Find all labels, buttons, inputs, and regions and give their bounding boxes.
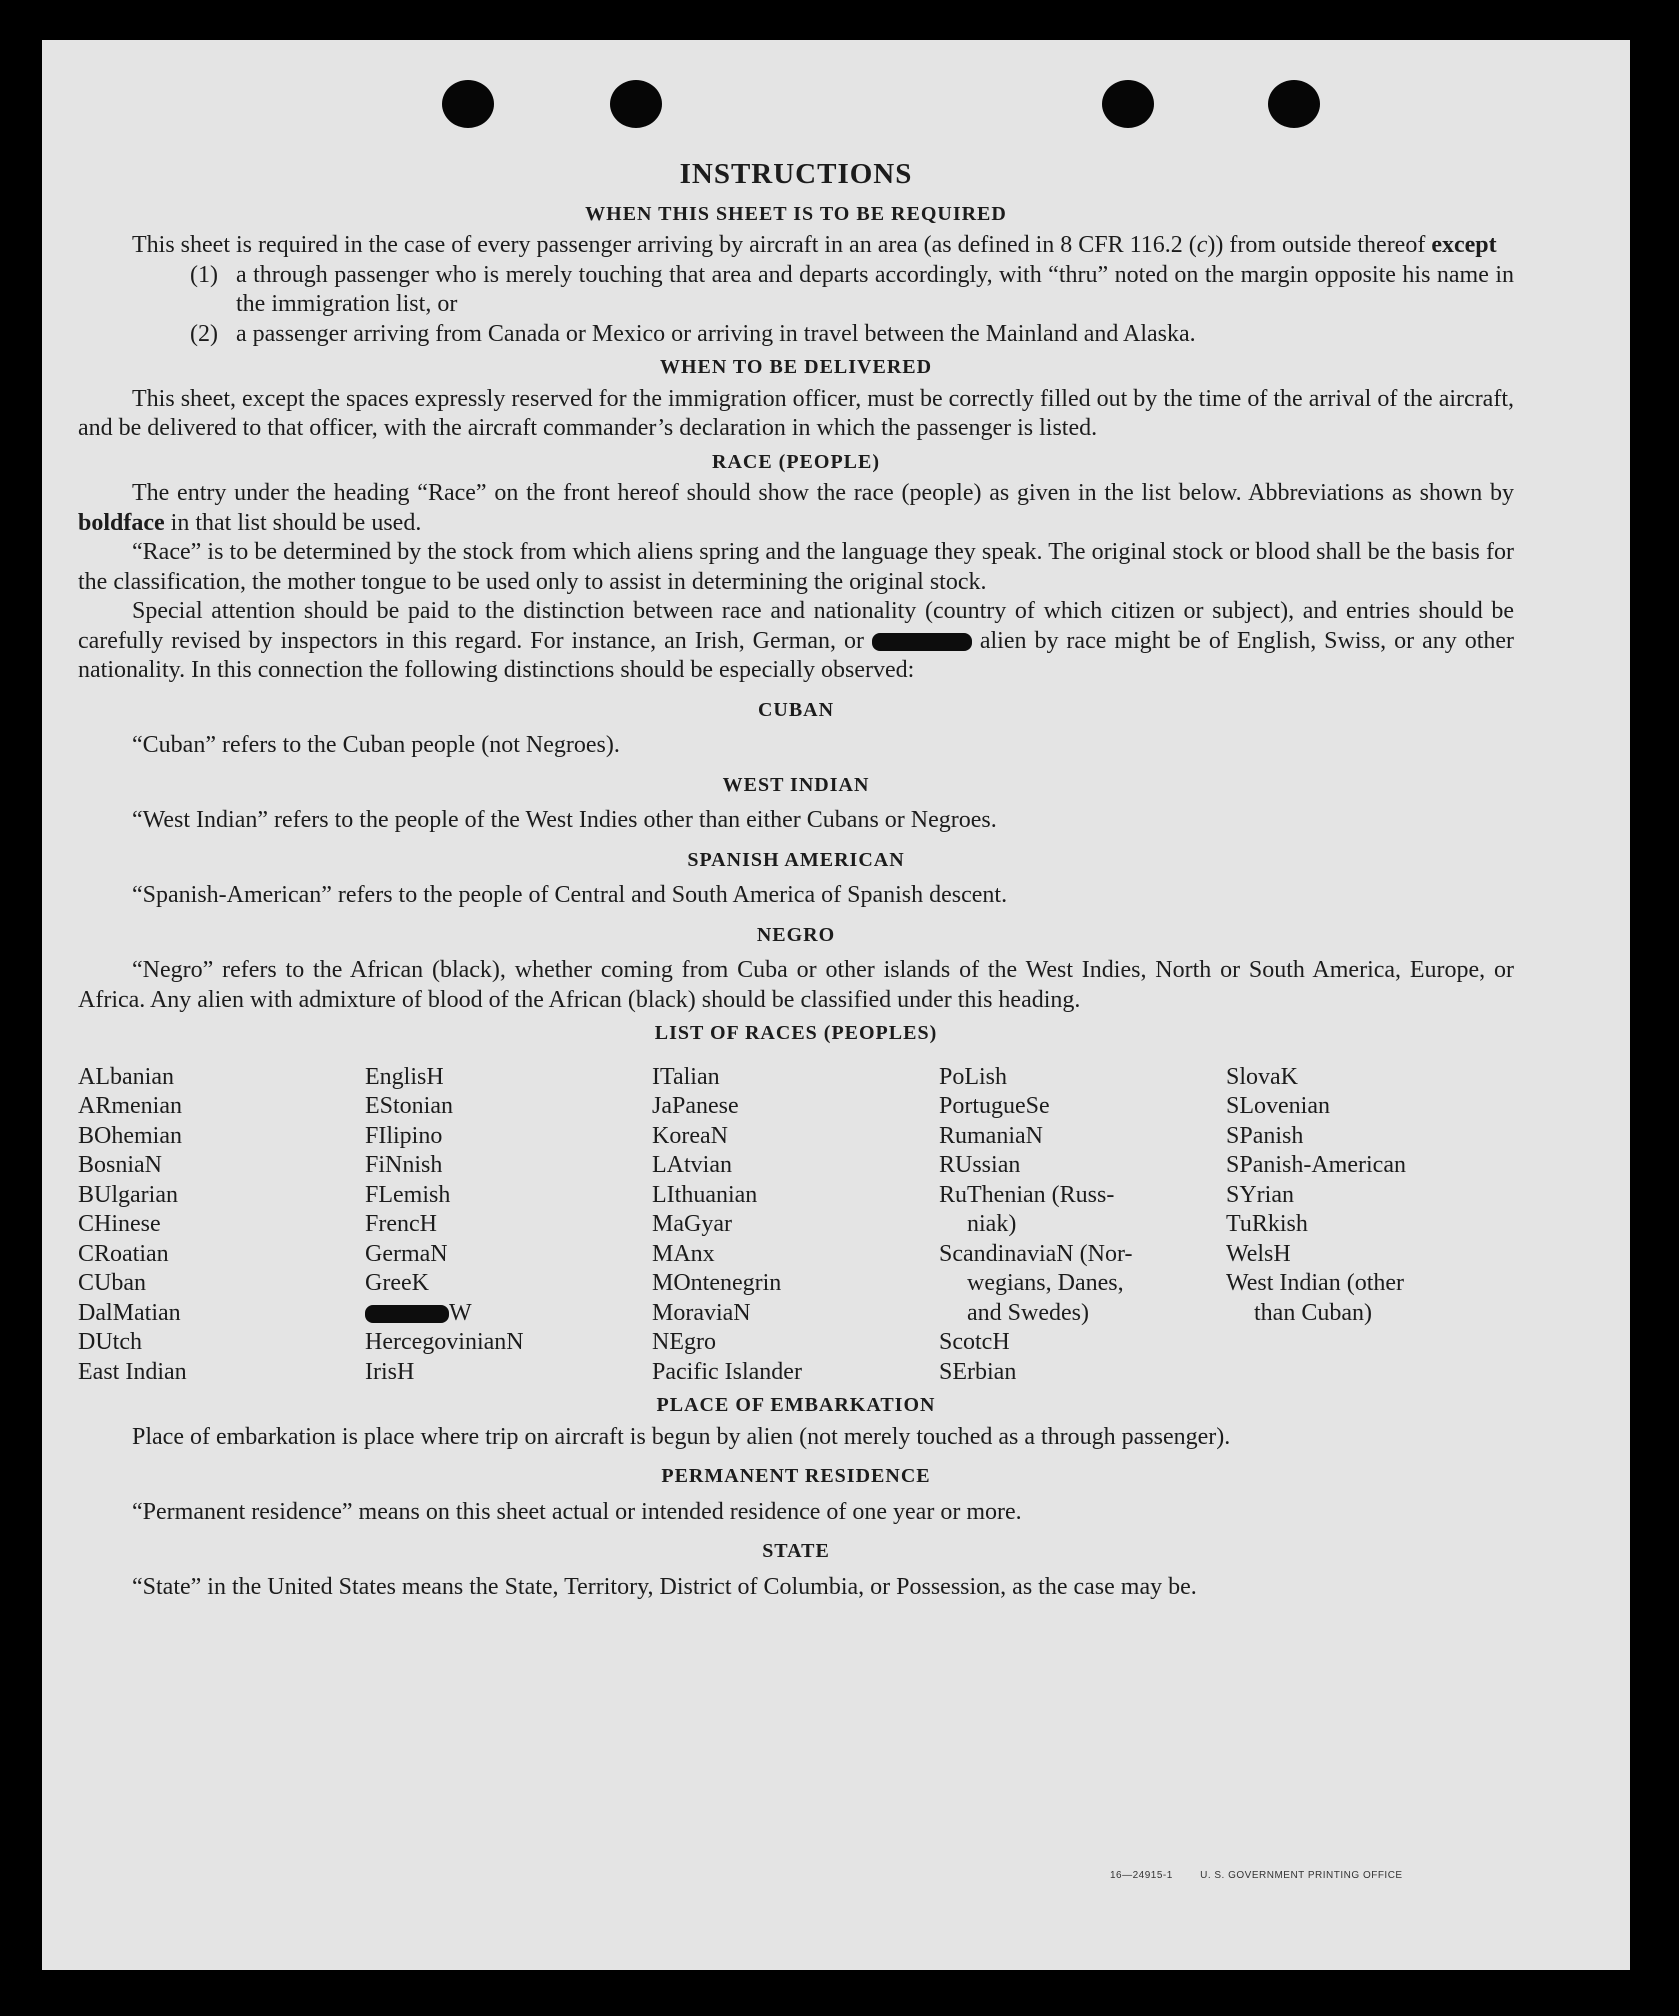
- embarkation-paragraph: Place of embarkation is place where trip on aircraft is begun by alien (not merely touched as a through passenger).: [132, 1423, 1231, 1450]
- race-item: BOhemian: [78, 1122, 182, 1149]
- when-delivered-paragraph: This sheet, except the spaces expressly reserved for the immigration officer, must be correctly filled out by the time of the arrival of the aircraft, and be delivered to that officer, with the aircraft commander’s declaration in which the passenger is listed.: [78, 385, 1514, 441]
- race-item: HercegovinianN: [365, 1329, 524, 1355]
- section-heading-when-required: WHEN THIS SHEET IS TO BE REQUIRED: [585, 202, 1007, 225]
- exception-item: (1) a through passenger who is merely touching that area and departs accordingly, with “thru” noted on the margin opposite his name in the immigration list, or: [190, 261, 1514, 317]
- instructions-body: [78, 160, 1514, 1602]
- section-heading-west-indian: WEST INDIAN: [722, 773, 870, 796]
- race-item-continuation: wegians, Danes,: [967, 1270, 1124, 1296]
- permanent-residence-paragraph: “Permanent residence” means on this sheet actual or intended residence of one year or more.: [132, 1498, 1022, 1525]
- race-item: NEgro: [652, 1329, 716, 1355]
- punch-hole: [1102, 80, 1154, 128]
- race-paragraph-3: Special attention should be paid to the distinction between race and nationality (country of which citizen or subject), and entries should be carefully revised by inspectors in this regard. For instance, an Irish, German, or alien by race might be of English, Swiss, or any other nationality. In this connection the following distinctions should be especially observed:: [78, 598, 1515, 683]
- redaction-mark: [365, 1305, 449, 1323]
- race-item-continuation: niak): [967, 1211, 1017, 1237]
- races-column-1: [78, 1063, 365, 1388]
- race-item: ALbanian: [78, 1063, 174, 1090]
- section-heading-embarkation: PLACE OF EMBARKATION: [656, 1394, 936, 1416]
- punch-hole: [1268, 80, 1320, 128]
- exception-item: (2) a passenger arriving from Canada or Mexico or arriving in travel between the Mainland and Alaska.: [190, 320, 1196, 347]
- race-item: SlovaK: [1226, 1063, 1298, 1090]
- race-item: EnglisH: [365, 1063, 444, 1090]
- negro-paragraph: “Negro” refers to the African (black), whether coming from Cuba or other islands of the West Indies, North or South America, Europe, or Africa. Any alien with admixture of blood of the African (black) should be classified under this heading.: [78, 957, 1514, 1013]
- section-heading-spanish-american: SPANISH AMERICAN: [687, 848, 905, 871]
- race-item: SYrian: [1226, 1181, 1294, 1208]
- cuban-paragraph: “Cuban” refers to the Cuban people (not Negroes).: [132, 732, 620, 758]
- race-item: ITalian: [652, 1063, 720, 1090]
- race-item: Pacific Islander: [652, 1358, 802, 1385]
- race-paragraph-1: The entry under the heading “Race” on the front hereof should show the race (people) as given in the list below. Abbreviations as shown by boldface in that list should be used.: [78, 480, 1514, 536]
- race-item: WelsH: [1226, 1240, 1291, 1267]
- race-item: PortugueSe: [939, 1093, 1050, 1119]
- race-item: SPanish: [1226, 1122, 1304, 1149]
- race-item: SPanish-American: [1226, 1152, 1406, 1178]
- form-footer: [1110, 1870, 1427, 1881]
- races-column-3: [652, 1063, 939, 1388]
- race-item: CUban: [78, 1270, 146, 1296]
- race-item: GermaN: [365, 1240, 448, 1267]
- race-item: FiNnish: [365, 1152, 443, 1178]
- race-item: CRoatian: [78, 1240, 169, 1267]
- race-item: ARmenian: [78, 1093, 182, 1119]
- race-item: RuThenian (Russ-: [939, 1181, 1115, 1208]
- race-item-redacted: W: [365, 1299, 652, 1329]
- race-item: JaPanese: [652, 1093, 739, 1119]
- races-list: [78, 1063, 1514, 1388]
- race-item: EStonian: [365, 1093, 453, 1119]
- race-item: ScotcH: [939, 1329, 1010, 1355]
- race-paragraph-2: “Race” is to be determined by the stock from which aliens spring and the language they speak. The original stock or blood shall be the basis for the classification, the mother tongue to be used only to assist in determining the original stock.: [78, 539, 1514, 595]
- section-heading-race: RACE (PEOPLE): [712, 450, 880, 473]
- spanish-american-paragraph: “Spanish-American” refers to the people of Central and South America of Spanish descent.: [132, 882, 1008, 908]
- redaction-mark: [872, 633, 972, 651]
- section-heading-list-of-races: LIST OF RACES (PEOPLES): [654, 1022, 938, 1044]
- race-item: SLovenian: [1226, 1093, 1330, 1119]
- state-paragraph: “State” in the United States means the State, Territory, District of Columbia, or Possession, as the case may be.: [132, 1573, 1197, 1600]
- west-indian-paragraph: “West Indian” refers to the people of the West Indies other than either Cubans or Negroes.: [132, 807, 997, 833]
- race-item: RUssian: [939, 1152, 1021, 1178]
- race-item: DUtch: [78, 1329, 142, 1355]
- race-item: FLemish: [365, 1181, 451, 1208]
- race-item: MoraviaN: [652, 1299, 751, 1326]
- section-heading-state: STATE: [762, 1540, 830, 1562]
- race-item-continuation: and Swedes): [967, 1299, 1089, 1326]
- section-heading-negro: NEGRO: [756, 923, 836, 946]
- race-item: CHinese: [78, 1211, 161, 1237]
- section-heading-permanent-residence: PERMANENT RESIDENCE: [661, 1465, 931, 1487]
- race-item: SErbian: [939, 1358, 1017, 1385]
- form-number: 16—24915-1: [1110, 1870, 1173, 1881]
- race-item: PoLish: [939, 1063, 1008, 1090]
- races-column-4: [939, 1063, 1226, 1388]
- race-item: ScandinaviaN (Nor-: [939, 1240, 1133, 1267]
- printer-imprint: U. S. GOVERNMENT PRINTING OFFICE: [1200, 1870, 1403, 1881]
- race-item: TuRkish: [1226, 1211, 1308, 1237]
- race-item-continuation: than Cuban): [1254, 1299, 1372, 1326]
- race-item: BUlgarian: [78, 1181, 178, 1208]
- race-item: IrisH: [365, 1358, 415, 1385]
- document-page: [42, 40, 1630, 1970]
- race-item: KoreaN: [652, 1122, 728, 1149]
- page-title: INSTRUCTIONS: [679, 158, 913, 190]
- race-item: FIlipino: [365, 1122, 443, 1149]
- punch-hole: [442, 80, 494, 128]
- race-item: DalMatian: [78, 1299, 181, 1326]
- race-item: LIthuanian: [652, 1181, 758, 1208]
- race-item: MOntenegrin: [652, 1270, 782, 1296]
- race-item: MaGyar: [652, 1211, 732, 1237]
- race-item: RumaniaN: [939, 1122, 1043, 1149]
- when-required-paragraph: This sheet is required in the case of every passenger arriving by aircraft in an area (as defined in 8 CFR 116.2 (c)) from outside thereof except: [132, 232, 1497, 258]
- race-item: MAnx: [652, 1240, 715, 1267]
- section-heading-cuban: CUBAN: [757, 698, 835, 721]
- race-item: GreeK: [365, 1270, 429, 1296]
- race-item: East Indian: [78, 1358, 187, 1385]
- race-item: BosniaN: [78, 1152, 162, 1178]
- section-heading-when-delivered: WHEN TO BE DELIVERED: [659, 356, 933, 378]
- race-item: FrencH: [365, 1211, 437, 1237]
- races-column-5: [1226, 1063, 1513, 1388]
- races-column-2: [365, 1063, 652, 1388]
- punch-hole: [610, 80, 662, 128]
- race-item: West Indian (other: [1226, 1270, 1405, 1296]
- race-item: LAtvian: [652, 1152, 732, 1178]
